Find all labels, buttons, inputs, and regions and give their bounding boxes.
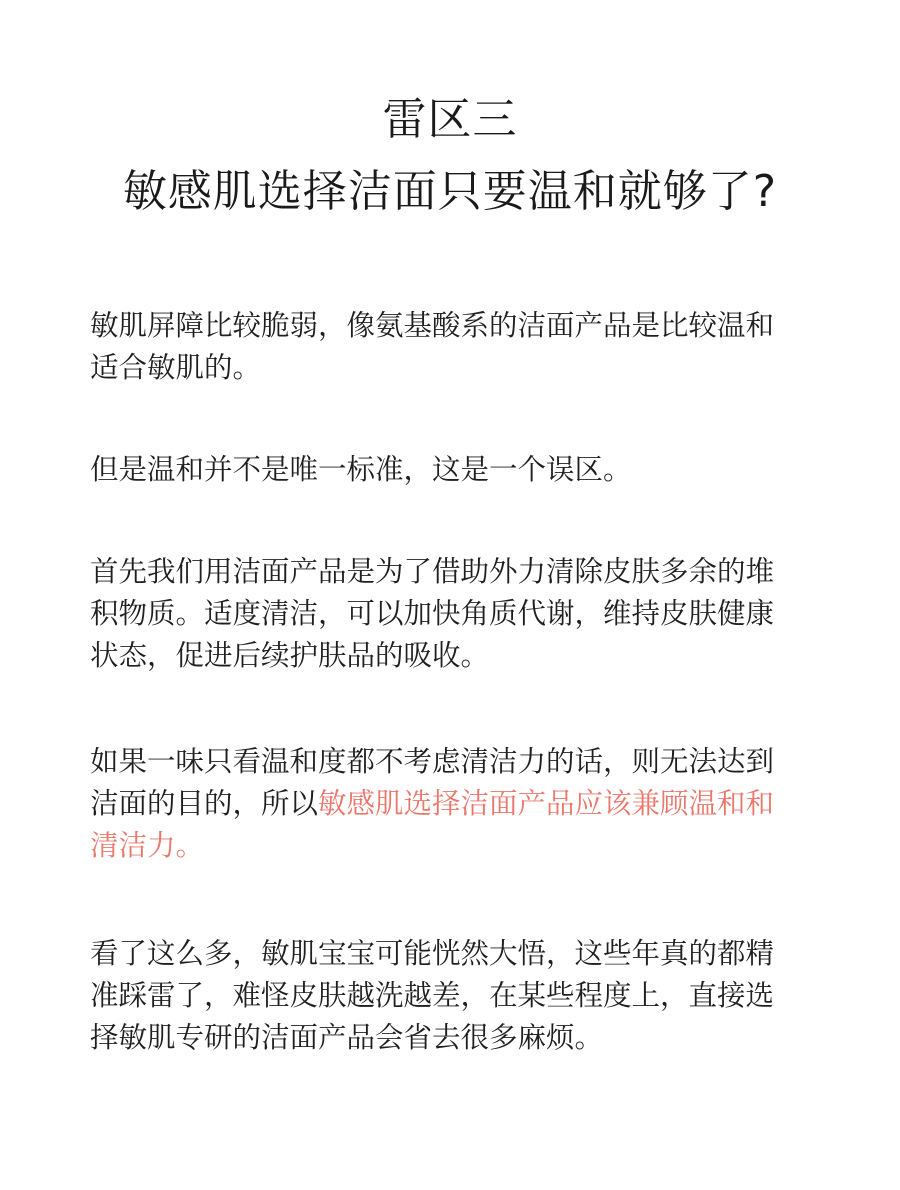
paragraph-5-line-1: 看了这么多，敏肌宝宝可能恍然大悟，这些年真的都精: [90, 937, 775, 970]
paragraph-4-line-2-plain: 洁面的目的，所以: [90, 787, 319, 820]
paragraph-4-line-2: [90, 783, 814, 825]
paragraph-3: [90, 551, 814, 677]
paragraph-2: [90, 449, 814, 491]
paragraph-1: [90, 305, 814, 389]
paragraph-2-line-1: 但是温和并不是唯一标准，这是一个误区。: [90, 453, 632, 486]
paragraph-5-line-3: 择敏肌专研的洁面产品会省去很多麻烦。: [90, 1021, 604, 1054]
article-body: [90, 305, 814, 1059]
title-line-2: 敏感肌选择洁面只要温和就够了?: [122, 166, 778, 217]
paragraph-4: [90, 741, 814, 867]
highlighted-text: 敏感肌选择洁面产品应该兼顾温和和: [318, 787, 775, 820]
paragraph-3-line-2: 积物质。适度清洁，可以加快角质代谢，维持皮肤健康: [90, 597, 775, 630]
paragraph-4-line-1: 如果一味只看温和度都不考虑清洁力的话，则无法达到: [90, 745, 775, 778]
paragraph-5: [90, 933, 814, 1059]
paragraph-3-line-1: 首先我们用洁面产品是为了借助外力清除皮肤多余的堆: [90, 555, 775, 588]
paragraph-3-line-3: 状态，促进后续护肤品的吸收。: [90, 639, 490, 672]
title-line-1: 雷区三: [382, 94, 518, 145]
paragraph-1-line-1: 敏肌屏障比较脆弱，像氨基酸系的洁面产品是比较温和: [90, 309, 775, 342]
paragraph-1-line-2: 适合敏肌的。: [90, 351, 262, 384]
paragraph-4-line-3-highlight: 清洁力。: [90, 829, 205, 862]
paragraph-5-line-2: 准踩雷了，难怪皮肤越洗越差，在某些程度上，直接选: [90, 979, 775, 1012]
